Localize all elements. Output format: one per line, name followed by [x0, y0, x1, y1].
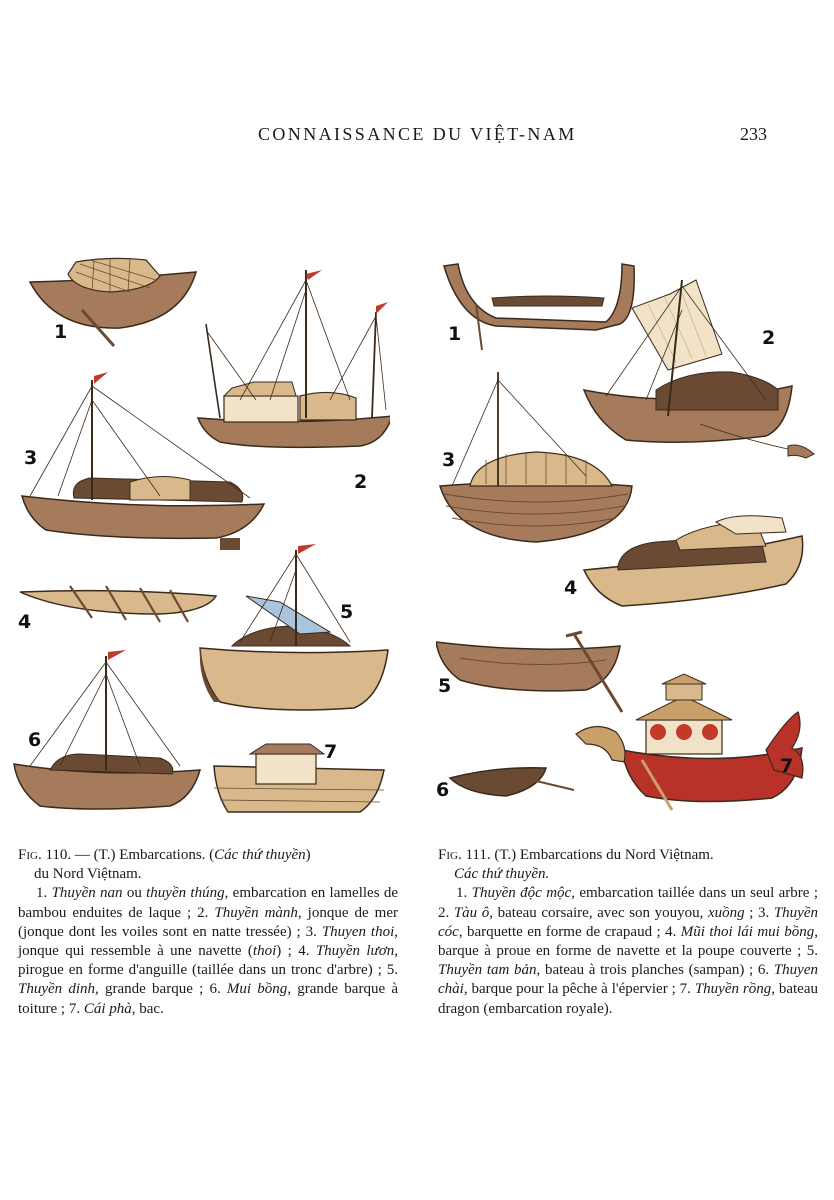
figure-110-legend: 1. Thuyền nan ou thuyền thúng, embarcation en lamelles de bambou enduites de laque ; 2. Thuyền mành, jonque de mer (jonque dont les voiles sont en natte tressée) ; 3. Thuyen thoi, jonque qui ressemble à une navette (thoi) ; 4. Thuyền lươn, pirogue en forme d'anguille (taillée dans un tronc d'arbre) ; 5. Thuyền dinh, grande barque ; 6. Mui bồng, grande barque à toiture ; 7. Cái phà, bac. — [18, 885, 398, 1017]
figure-111-title: Fig. 111. (T.) Embarcations du Nord Việtnam. — [438, 847, 714, 863]
fig111-label-5: 5 — [438, 675, 452, 697]
figure-111-svg — [436, 250, 816, 820]
figure-111-legend: 1. Thuyền độc mộc, embarcation taillée dans un seul arbre ; 2. Tàu ô, bateau corsaire, avec son youyou, xuồng ; 3. Thuyền cóc, barquette en forme de crapaud ; 4. Mũi thoi lái mui bồng, barque à proue en forme de navette et la poupe couverte ; 5. Thuyền tam bản, bateau à trois planches (sampan) ; 6. Thuyen chài, barque pour la pêche à l'épervier ; 7. Thuyền rồng, bateau dragon (embarcation royale). — [438, 885, 819, 1017]
boat-illustration-4 — [584, 516, 803, 606]
running-title: CONNAISSANCE DU VIỆT-NAM — [258, 124, 577, 144]
fig110-label-4: 4 — [18, 611, 32, 633]
boat-illustration-4 — [20, 586, 216, 622]
page-header — [0, 124, 834, 152]
figure-110-subtitle: du Nord Việtnam. — [34, 866, 142, 883]
fig111-label-4: 4 — [564, 577, 578, 599]
figure-111-illustration — [436, 250, 816, 820]
boat-illustration-5 — [436, 632, 622, 712]
page-number: 233 — [740, 124, 767, 144]
fig111-label-2: 2 — [762, 327, 776, 349]
fig110-label-6: 6 — [28, 729, 42, 751]
figure-110-illustration — [10, 250, 390, 820]
figure-111-label: Fig. 111. — [438, 847, 491, 863]
fig110-label-7: 7 — [324, 741, 338, 763]
fig111-label-6: 6 — [436, 779, 450, 801]
boat-illustration-1 — [444, 264, 634, 350]
fig111-label-1: 1 — [448, 323, 462, 345]
fig110-label-2: 2 — [354, 471, 368, 493]
boat-illustration-6 — [14, 650, 200, 809]
figure-111-subtitle: Các thứ thuyền. — [454, 866, 550, 883]
fig110-label-3: 3 — [24, 447, 38, 469]
figure-110-svg — [10, 250, 390, 820]
boat-illustration-7 — [214, 744, 384, 812]
boat-illustration-2 — [198, 270, 390, 447]
figure-111-caption — [438, 846, 818, 1019]
fig110-label-1: 1 — [54, 321, 68, 343]
fig111-label-3: 3 — [442, 449, 456, 471]
figure-110-label: Fig. 110. — [18, 847, 72, 863]
boat-illustration-5 — [200, 544, 388, 710]
fig110-label-5: 5 — [340, 601, 354, 623]
figure-110-title: Fig. 110. — (T.) Embarcations. (Các thứ thuyền) — [18, 847, 311, 863]
figure-110-caption — [18, 846, 398, 1019]
boat-illustration-6 — [450, 768, 574, 796]
fig111-label-7: 7 — [780, 755, 794, 777]
